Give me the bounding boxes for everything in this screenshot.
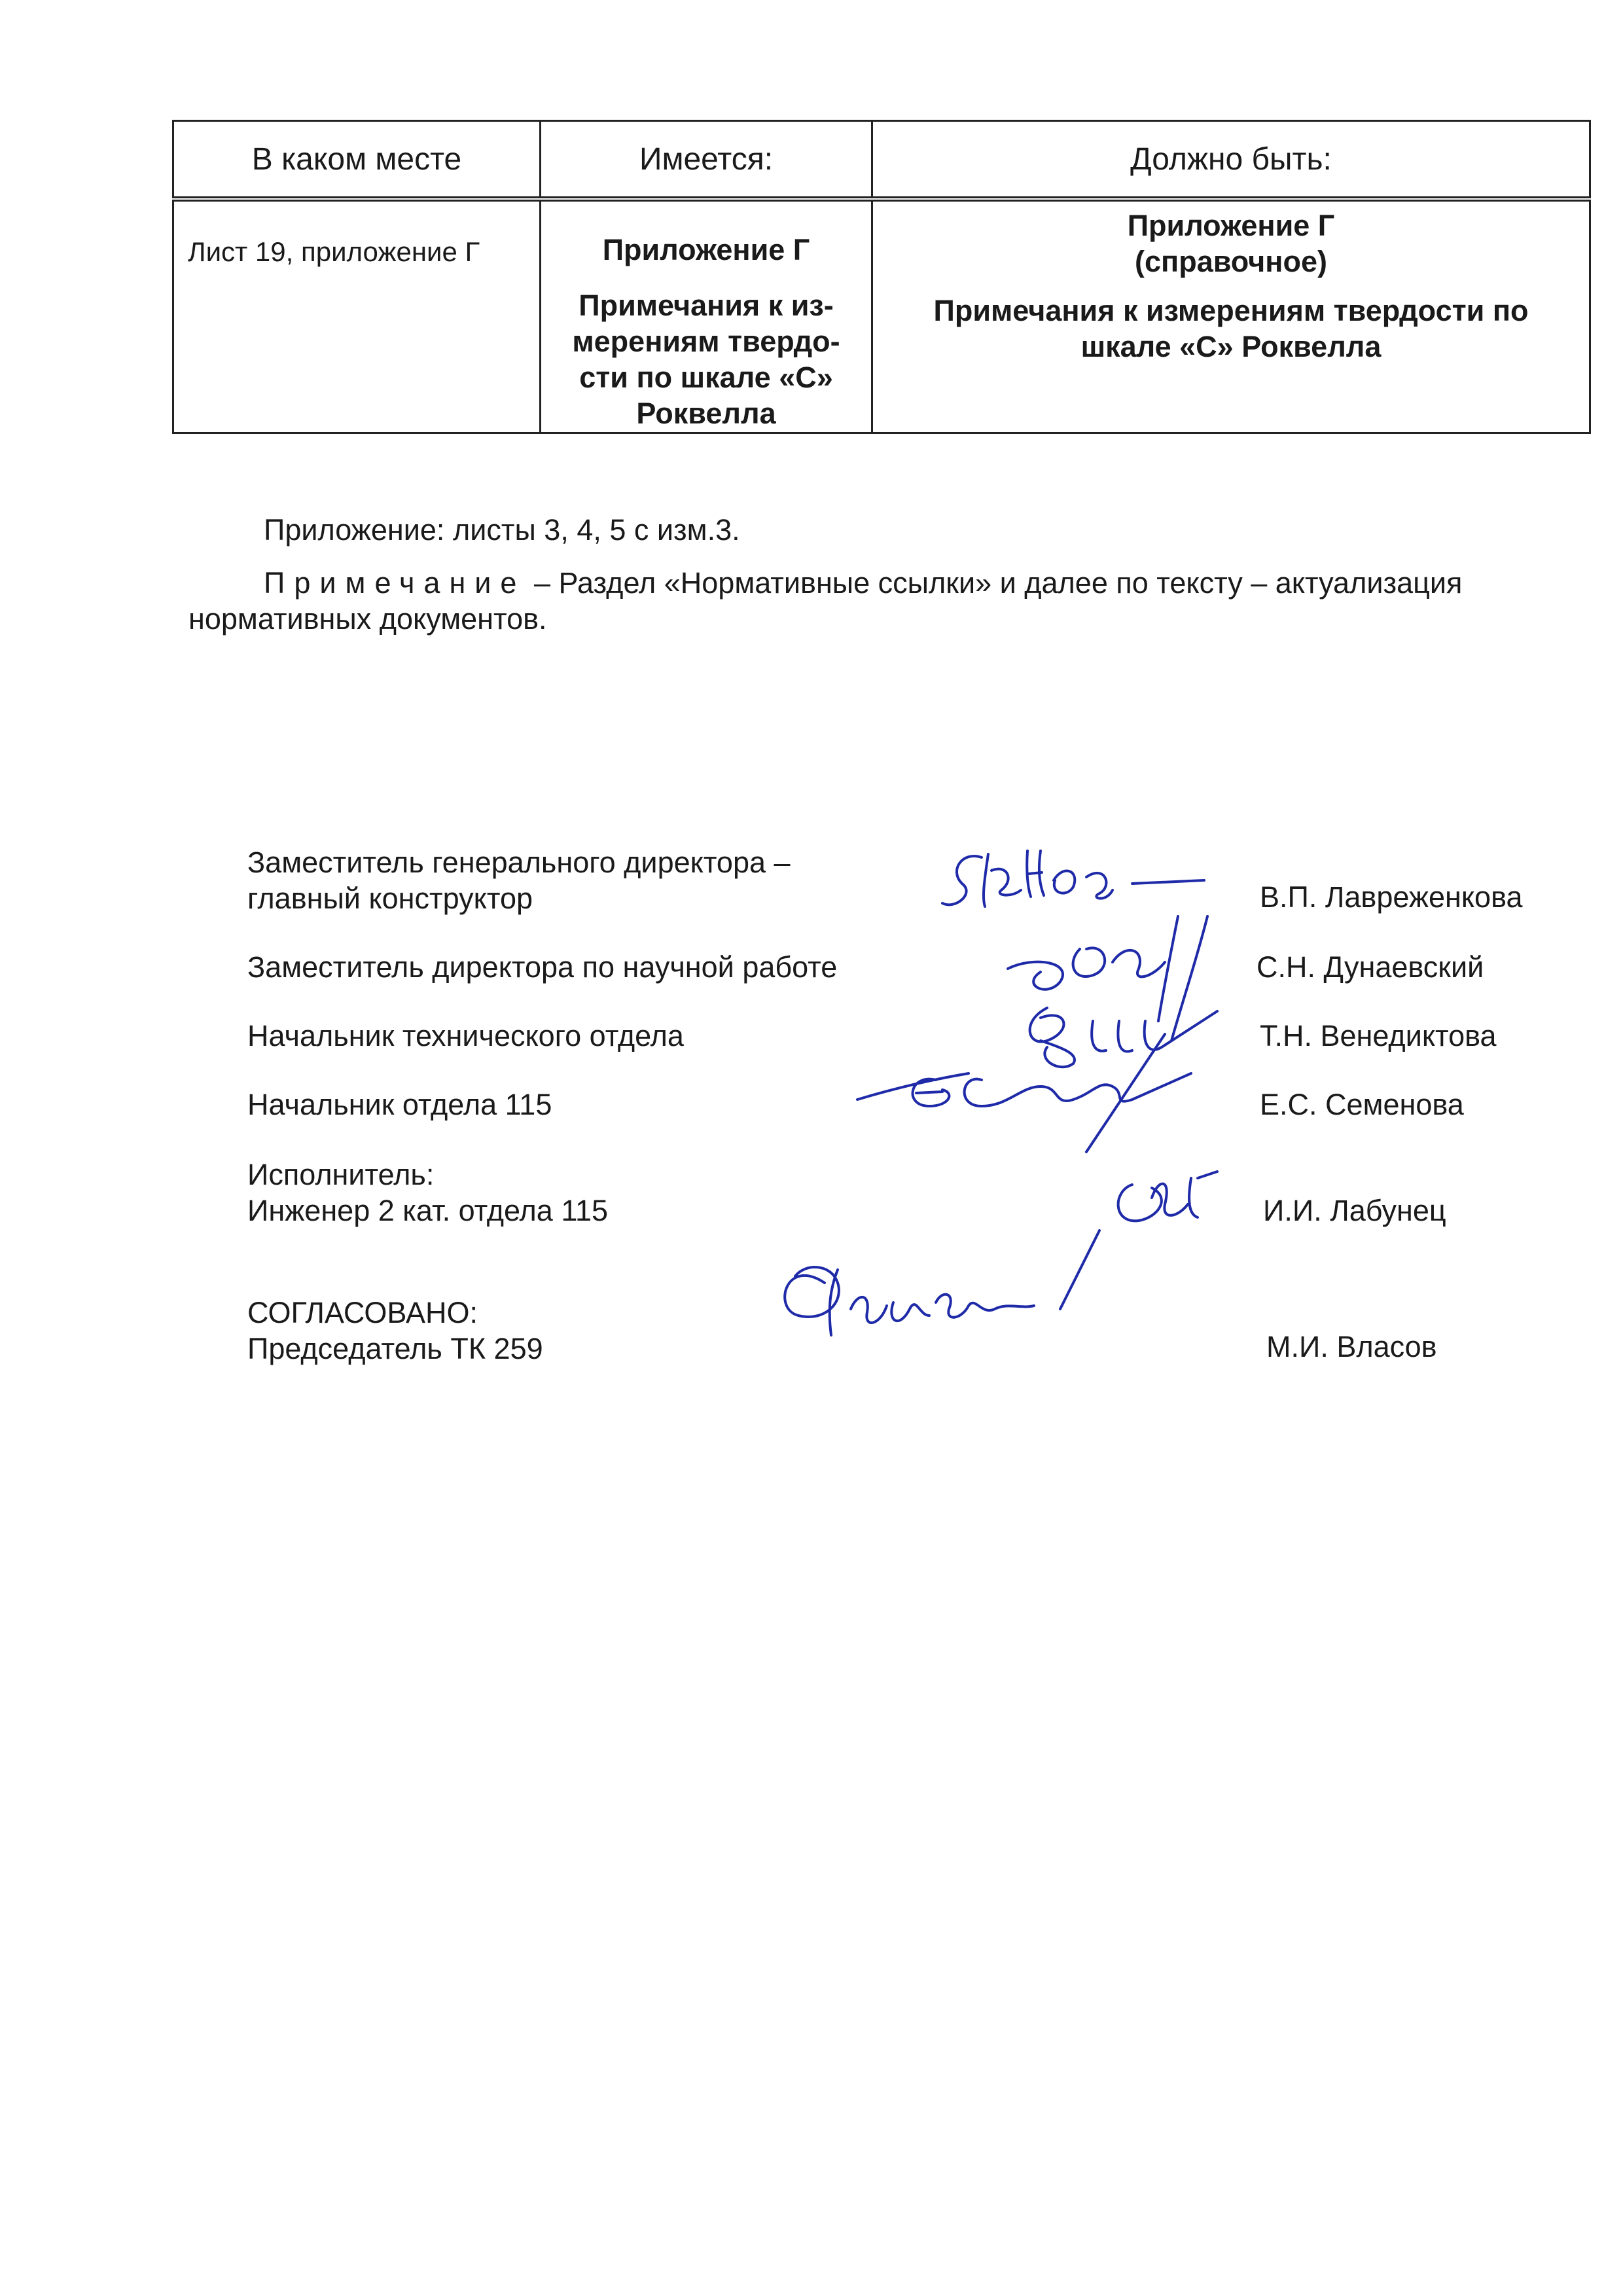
header-must: Должно быть:	[872, 121, 1590, 200]
signature-lavrezhenkova	[942, 851, 1204, 906]
must-line: Примечания к измерениям твердости по	[933, 294, 1529, 327]
signatory-name: Е.С. Семенова	[1260, 1088, 1464, 1121]
must-note	[874, 293, 1588, 365]
position-line: Исполнитель:	[247, 1158, 435, 1191]
note-text: – Раздел «Нормативные ссылки» и далее по тексту – актуализация нормативных документов.	[188, 566, 1463, 636]
have-line: сти по шкале «С»	[579, 361, 833, 394]
position-line: Начальник технического отдела	[247, 1019, 684, 1052]
note-label: Примечание	[264, 566, 526, 600]
signatory-position	[247, 1157, 608, 1229]
changes-table	[172, 120, 1591, 434]
header-where: В каком месте	[173, 121, 541, 200]
table-header-row	[173, 121, 1590, 200]
signatory-name: С.Н. Дунаевский	[1257, 950, 1484, 984]
have-note	[542, 287, 870, 431]
have-title: Приложение Г	[602, 233, 810, 266]
position-line: СОГЛАСОВАНО:	[247, 1296, 478, 1329]
signatory-name: И.И. Лабунец	[1263, 1194, 1446, 1227]
must-block	[874, 202, 1588, 365]
signature-dunaevsky	[1008, 916, 1207, 1041]
signature-vlasov	[785, 1230, 1099, 1335]
signatory-name: М.И. Власов	[1266, 1330, 1437, 1363]
header-have: Имеется:	[541, 121, 872, 200]
position-line: Заместитель директора по научной работе	[247, 950, 838, 984]
signatory-position	[247, 1086, 552, 1122]
have-line: мерениям твердо-	[572, 325, 840, 358]
signature-venediktova	[1030, 1008, 1217, 1067]
signatory-position	[247, 1018, 684, 1054]
cell-where	[173, 199, 541, 433]
signatory-name: В.П. Лавреженкова	[1260, 880, 1523, 914]
signatory-position	[247, 1295, 543, 1367]
must-title: Приложение Г	[1127, 209, 1335, 242]
signatory-position	[247, 949, 837, 985]
cell-must	[872, 199, 1590, 433]
signatory-name: Т.Н. Венедиктова	[1260, 1019, 1497, 1052]
have-line: Роквелла	[636, 397, 776, 430]
position-line: Начальник отдела 115	[247, 1088, 552, 1121]
have-line: Примечания к из-	[579, 289, 834, 322]
note-paragraph	[188, 565, 1530, 637]
position-line: Заместитель генерального директора –	[247, 846, 791, 879]
position-line: Председатель ТК 259	[247, 1332, 543, 1365]
must-subtitle: (справочное)	[1135, 245, 1327, 278]
signatory-position	[247, 844, 791, 916]
table-row	[173, 199, 1590, 433]
signature-semenova	[857, 1034, 1191, 1152]
cell-have	[541, 199, 872, 433]
where-text: Лист 19, приложение Г	[188, 236, 480, 267]
attachment-line: Приложение: листы 3, 4, 5 с изм.3.	[264, 513, 740, 547]
signature-labunets	[1118, 1172, 1217, 1221]
position-line: Инженер 2 кат. отдела 115	[247, 1194, 609, 1227]
position-line: главный конструктор	[247, 882, 533, 915]
must-line: шкале «С» Роквелла	[1080, 330, 1382, 363]
have-block	[542, 202, 870, 431]
